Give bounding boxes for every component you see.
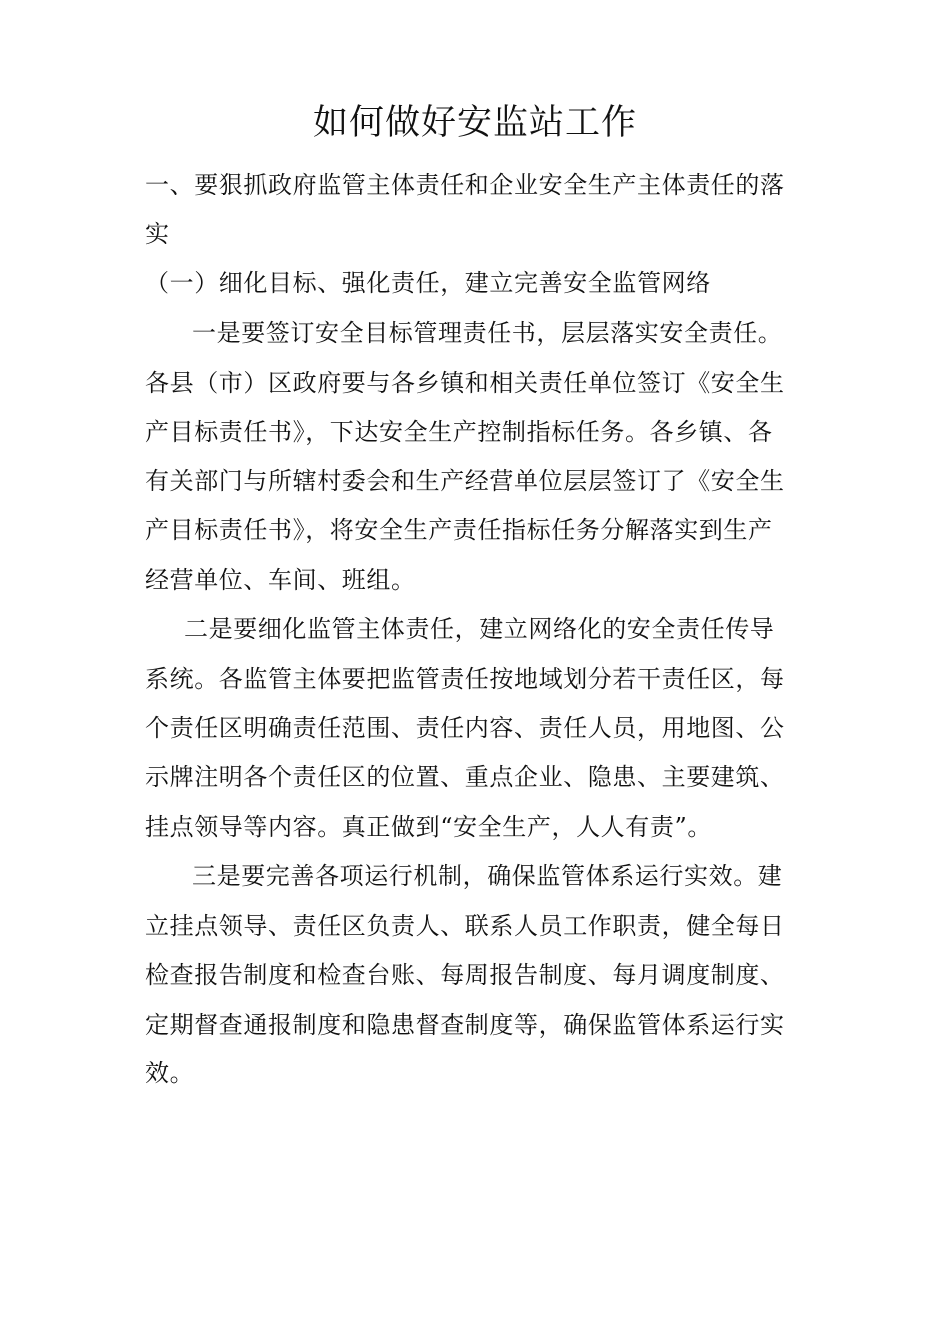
paragraph-3-line-1: 三是要完善各项运行机制，确保监管体系运行实效。建 [192,862,783,890]
document-title: 如何做好安监站工作 [312,103,637,143]
heading-section-1-continued: 实 [145,220,170,248]
paragraph-1-line-1: 一是要签订安全目标管理责任书，层层落实安全责任。 [192,319,783,347]
paragraph-3-line-2: 立挂点领导、责任区负责人、联系人员工作职责，健全每日 [145,912,785,940]
paragraph-2-line-1: 二是要细化监管主体责任，建立网络化的安全责任传导 [184,615,775,643]
paragraph-2-line-5: 挂点领导等内容。真正做到“安全生产，人人有责”。 [145,813,712,841]
paragraph-2-line-4: 示牌注明各个责任区的位置、重点企业、隐患、主要建筑、 [145,763,785,791]
paragraph-1-line-5: 产目标责任书》，将安全生产责任指标任务分解落实到生产 [145,516,773,544]
paragraph-1-line-2: 各县（市）区政府要与各乡镇和相关责任单位签订《安全生 [145,369,785,397]
paragraph-2-line-2: 系统。各监管主体要把监管责任按地域划分若干责任区，每 [145,665,785,693]
paragraph-3-line-4: 定期督查通报制度和隐患督查制度等，确保监管体系运行实 [145,1011,785,1039]
paragraph-3-line-3: 检查报告制度和检查台账、每周报告制度、每月调度制度、 [145,961,785,989]
heading-subsection-1: （一）细化目标、强化责任，建立完善安全监管网络 [145,269,711,297]
paragraph-1-line-6: 经营单位、车间、班组。 [145,566,416,594]
paragraph-3-line-5: 效。 [145,1059,195,1087]
heading-section-1: 一、要狠抓政府监管主体责任和企业安全生产主体责任的落 [145,171,785,199]
paragraph-2-line-3: 个责任区明确责任范围、责任内容、责任人员，用地图、公 [145,714,785,742]
paragraph-1-line-4: 有关部门与所辖村委会和生产经营单位层层签订了《安全生 [145,467,785,495]
paragraph-1-line-3: 产目标责任书》，下达安全生产控制指标任务。各乡镇、各 [145,418,773,446]
